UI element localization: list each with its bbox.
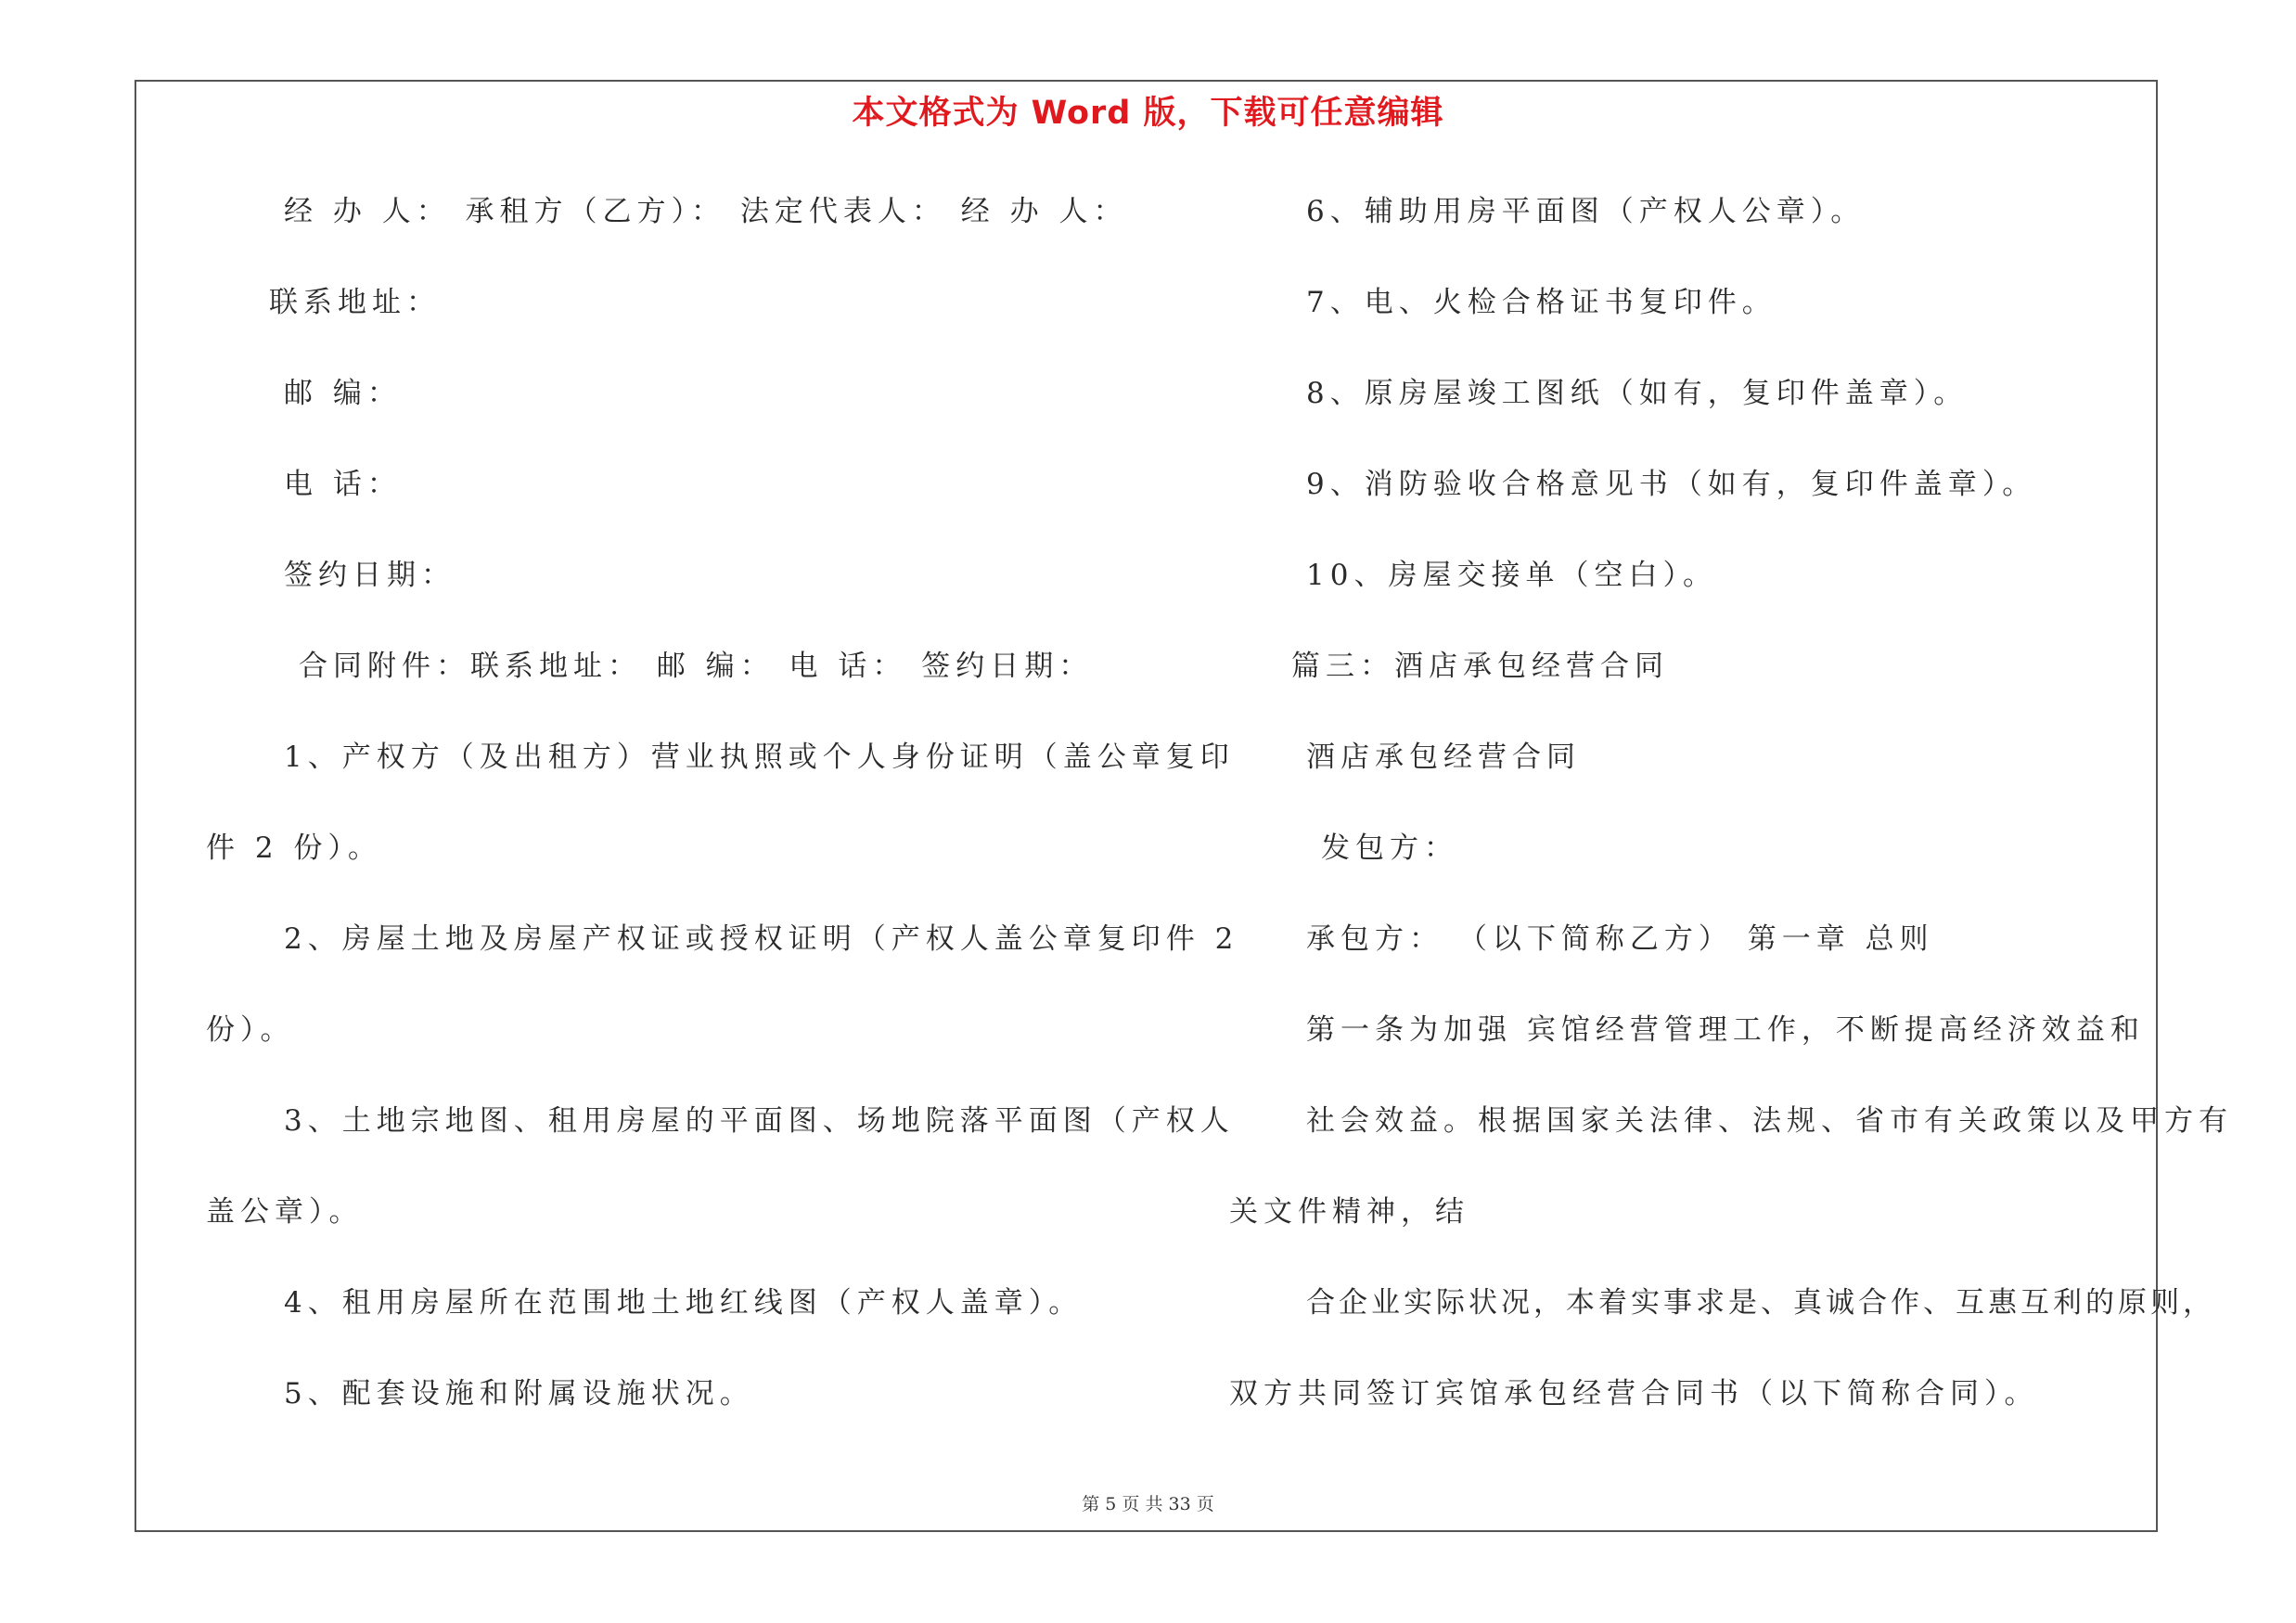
- left-line-3: 邮 编：: [284, 377, 402, 410]
- right-line-14: 双方共同签订宾馆承包经营合同书（以下简称合同）。: [1229, 1377, 2039, 1410]
- page-number: 第 5 页 共 33 页: [1082, 1494, 1214, 1514]
- right-line-8: 发包方：: [1321, 831, 1458, 865]
- right-line-9: 承包方： （以下简称乙方） 第一章 总则: [1306, 922, 1934, 956]
- left-line-12: 盖公章）。: [206, 1195, 364, 1229]
- left-line-13: 4、租用房屋所在范围地土地红线图（产权人盖章）。: [284, 1286, 1084, 1320]
- right-line-3: 8、原房屋竣工图纸（如有，复印件盖章）。: [1306, 377, 1969, 410]
- right-line-5: 10、房屋交接单（空白）。: [1306, 559, 1717, 592]
- right-line-11: 社会效益。根据国家关法律、法规、省市有关政策以及甲方有: [1306, 1104, 2233, 1138]
- right-line-7: 酒店承包经营合同: [1306, 741, 1581, 774]
- left-line-5: 签约日期：: [284, 559, 455, 592]
- right-line-1: 6、辅助用房平面图（产权人公章）。: [1306, 195, 1866, 228]
- right-line-2: 7、电、火检合格证书复印件。: [1306, 286, 1777, 319]
- left-line-9: 2、房屋土地及房屋产权证或授权证明（产权人盖公章复印件 2: [284, 922, 1239, 956]
- right-line-12: 关文件精神，结: [1229, 1195, 1469, 1229]
- right-line-13: 合企业实际状况，本着实事求是、真诚合作、互惠互利的原则，: [1306, 1286, 2215, 1320]
- left-line-14: 5、配套设施和附属设施状况。: [284, 1377, 754, 1410]
- right-line-10: 第一条为加强 宾馆经营管理工作，不断提高经济效益和: [1306, 1013, 2145, 1047]
- left-line-1: 经 办 人： 承租方（乙方）： 法定代表人： 经 办 人：: [284, 195, 1128, 228]
- left-line-8: 件 2 份）。: [206, 831, 382, 865]
- left-line-6: 合同附件：联系地址： 邮 编： 电 话： 签约日期：: [299, 650, 1094, 683]
- right-line-6: 篇三：酒店承包经营合同: [1291, 650, 1669, 683]
- format-banner: 本文格式为 Word 版，下载可任意编辑: [852, 95, 1444, 132]
- left-line-4: 电 话：: [284, 468, 402, 501]
- left-line-7: 1、产权方（及出租方）营业执照或个人身份证明（盖公章复印: [284, 741, 1235, 774]
- left-line-2: 联系地址：: [269, 286, 441, 319]
- right-line-4: 9、消防验收合格意见书（如有，复印件盖章）。: [1306, 468, 2037, 501]
- left-line-10: 份）。: [206, 1013, 295, 1047]
- left-line-11: 3、土地宗地图、租用房屋的平面图、场地院落平面图（产权人: [284, 1104, 1235, 1138]
